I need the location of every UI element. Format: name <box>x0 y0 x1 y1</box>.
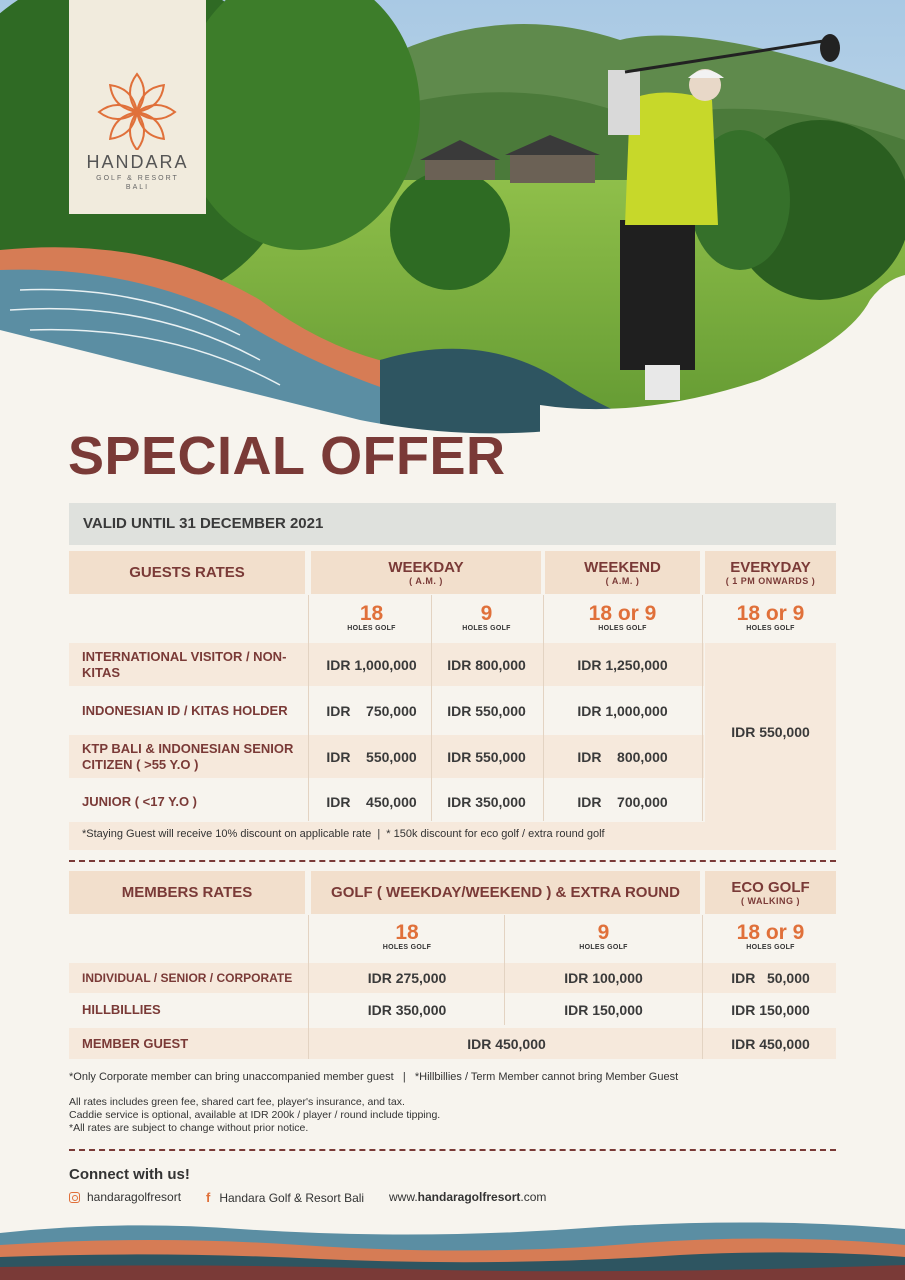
member-row-label: INDIVIDUAL / SENIOR / CORPORATE <box>82 971 293 985</box>
eco-golf-header: ECO GOLF ( WALKING ) <box>705 871 836 914</box>
member-row-label: HILLBILLIES <box>82 1002 161 1017</box>
guest-row-wd18: IDR 450,000 <box>326 793 417 810</box>
holes-18or9-weekend: 18 or 9 HOLES GOLF <box>588 602 657 632</box>
fine-print-3: *All rates are subject to change without prior notice. <box>69 1122 309 1134</box>
weekday-header: WEEKDAY ( A.M. ) <box>311 551 541 594</box>
guest-note: *Staying Guest will receive 10% discount on applicable rate | * 150k discount for eco golf / extra round golf <box>82 828 605 840</box>
website-domain: handaragolfresort <box>417 1190 521 1204</box>
guest-row-we: IDR 800,000 <box>577 748 668 765</box>
facebook-handle: Handara Golf & Resort Bali <box>219 1190 365 1205</box>
facebook-icon: f <box>206 1190 211 1205</box>
guest-row-wd9: IDR 800,000 <box>447 656 526 673</box>
connect-title: Connect with us! <box>69 1166 190 1183</box>
guest-row-label: INTERNATIONAL VISITOR / NON-KITAS <box>82 648 287 680</box>
member-guest-golf: IDR 450,000 <box>467 1035 546 1052</box>
everyday-value: IDR 550,000 <box>731 723 810 740</box>
divider <box>308 915 309 1059</box>
divider <box>308 595 309 821</box>
member-row-9: IDR 100,000 <box>564 970 643 986</box>
divider <box>702 915 703 1059</box>
guest-row-we: IDR 700,000 <box>577 793 668 810</box>
guest-row-wd18: IDR 750,000 <box>326 702 417 719</box>
golf-extra-round-header: GOLF ( WEEKDAY/WEEKEND ) & EXTRA ROUND <box>311 871 700 914</box>
website-suffix: .com <box>520 1190 547 1204</box>
divider <box>702 595 703 821</box>
instagram-link[interactable] <box>69 1190 181 1204</box>
member-row-18: IDR 350,000 <box>367 1002 447 1018</box>
guest-row-wd18: IDR 1,000,000 <box>326 656 417 673</box>
flower-logo-icon <box>69 0 206 150</box>
holes-18-weekday: 18 HOLES GOLF <box>347 602 396 632</box>
page-title: SPECIAL OFFER <box>68 426 506 486</box>
fine-print-2: Caddie service is optional, available at IDR 200k / player / round include tipping. <box>69 1109 441 1121</box>
guest-row-label: KTP BALI & INDONESIAN SENIOR CITIZEN ( >55 Y.O ) <box>82 740 294 772</box>
brand-sub: GOLF & RESORT BALI <box>96 175 179 191</box>
holes-9-weekday: 9 HOLES GOLF <box>462 602 511 632</box>
divider <box>543 595 544 821</box>
guest-row-we: IDR 1,250,000 <box>577 656 668 673</box>
guest-row-wd9: IDR 350,000 <box>447 793 526 810</box>
brand-name: HANDARA <box>86 152 189 172</box>
member-note: *Only Corporate member can bring unaccompanied member guest | *Hillbillies / Term Member cannot bring Member Guest <box>69 1071 679 1083</box>
member-guest-eco: IDR 450,000 <box>731 1035 810 1052</box>
member-row-eco: IDR 50,000 <box>731 970 810 986</box>
logo <box>69 0 206 214</box>
instagram-icon <box>69 1192 80 1203</box>
member-row-9: IDR 150,000 <box>564 1002 643 1018</box>
fine-print-1: All rates includes green fee, shared cart fee, player's insurance, and tax. <box>69 1096 405 1108</box>
guests-rates-header: GUESTS RATES <box>69 551 305 594</box>
weekend-header: WEEKEND ( A.M. ) <box>545 551 700 594</box>
website-prefix: www. <box>389 1190 418 1204</box>
everyday-header: EVERYDAY ( 1 PM ONWARDS ) <box>705 551 836 594</box>
section-divider <box>69 1149 836 1151</box>
guest-row-label: JUNIOR ( <17 Y.O ) <box>82 793 197 809</box>
members-rates-header: MEMBERS RATES <box>69 871 305 914</box>
member-guest-label: MEMBER GUEST <box>82 1035 189 1051</box>
holes-18or9-everyday: 18 or 9 HOLES GOLF <box>736 602 805 632</box>
guest-row-wd18: IDR 550,000 <box>326 748 417 765</box>
holes-9-members: 9 HOLES GOLF <box>579 921 628 951</box>
guest-row-wd9: IDR 550,000 <box>447 702 526 719</box>
guest-row-label: INDONESIAN ID / KITAS HOLDER <box>82 702 288 718</box>
footer-waves <box>0 1215 905 1280</box>
holes-18or9-eco: 18 or 9 HOLES GOLF <box>736 921 805 951</box>
member-row-eco: IDR 150,000 <box>731 1002 810 1018</box>
website-link[interactable] <box>389 1190 546 1204</box>
facebook-link[interactable] <box>206 1190 364 1205</box>
section-divider <box>69 860 836 862</box>
holes-18-members: 18 HOLES GOLF <box>382 921 432 951</box>
guest-row-wd9: IDR 550,000 <box>447 748 526 765</box>
member-row-18: IDR 275,000 <box>367 970 447 986</box>
valid-banner: VALID UNTIL 31 DECEMBER 2021 <box>69 503 836 545</box>
instagram-handle: handaragolfresort <box>87 1190 182 1204</box>
guest-row-we: IDR 1,000,000 <box>577 702 668 719</box>
